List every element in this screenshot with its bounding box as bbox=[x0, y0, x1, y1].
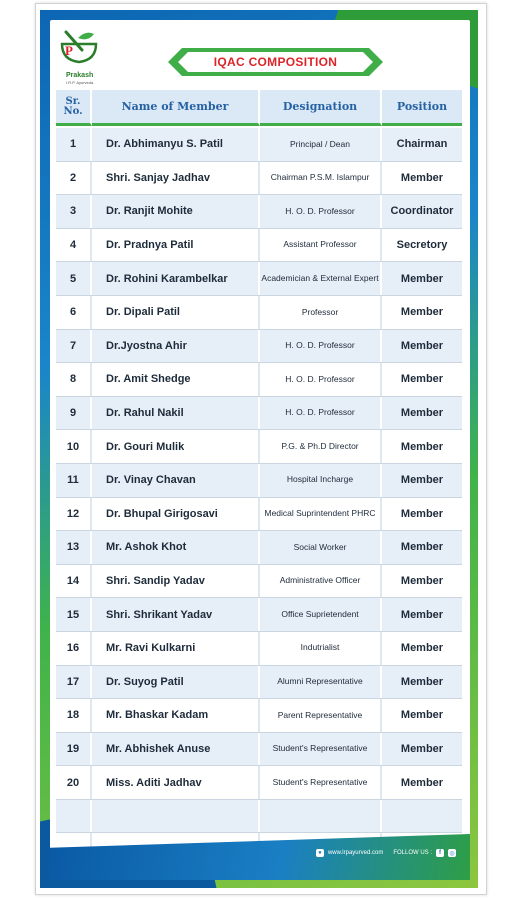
member-name-cell: Mr. Ashok Khot bbox=[92, 531, 260, 564]
sr-no-cell: 7 bbox=[56, 330, 92, 363]
sr-no-cell: 3 bbox=[56, 195, 92, 228]
sr-no-cell: 8 bbox=[56, 363, 92, 396]
position-cell: Member bbox=[400, 507, 444, 520]
member-name-cell: Dr. Rahul Nakil bbox=[92, 397, 260, 430]
position-cell: Member bbox=[400, 407, 444, 420]
member-name-cell: Dr. Amit Shedge bbox=[92, 363, 260, 396]
logo-name: Prakash bbox=[66, 72, 94, 79]
designation-cell: Indutrialist bbox=[260, 632, 382, 665]
designation-cell: H. O. D. Professor bbox=[260, 195, 382, 228]
designation-cell: Assistant Professor bbox=[260, 229, 382, 262]
follow-label: FOLLOW US : bbox=[393, 850, 432, 856]
table-row bbox=[56, 632, 462, 666]
sr-no-cell: 10 bbox=[56, 430, 92, 463]
page-title: IQAC COMPOSITION bbox=[213, 55, 338, 69]
designation-cell: Professor bbox=[260, 296, 382, 329]
designation-cell: Hospital Incharge bbox=[260, 464, 382, 497]
designation-cell: Student's Representative bbox=[260, 733, 382, 766]
position-cell: Member bbox=[400, 642, 444, 655]
instagram-icon[interactable]: ◎ bbox=[449, 850, 455, 857]
position-cell: Member bbox=[400, 541, 444, 554]
designation-cell: Administrative Officer bbox=[260, 565, 382, 598]
header-position: Position bbox=[382, 90, 462, 126]
table-row bbox=[56, 565, 462, 599]
globe-icon: ● bbox=[316, 849, 324, 857]
member-name-cell: Mr. Abhishek Anuse bbox=[92, 733, 260, 766]
table-header bbox=[56, 90, 462, 126]
header-designation: Designation bbox=[260, 90, 382, 126]
sr-no-cell: 6 bbox=[56, 296, 92, 329]
table-row bbox=[56, 195, 462, 229]
table-row bbox=[56, 733, 462, 767]
facebook-icon[interactable]: f bbox=[436, 849, 444, 857]
designation-cell: H. O. D. Professor bbox=[260, 330, 382, 363]
member-name-cell: Dr. Rohini Karambelkar bbox=[92, 262, 260, 295]
designation-cell: Social Worker bbox=[260, 531, 382, 564]
position-cell: Member bbox=[400, 608, 444, 621]
position-cell: Member bbox=[400, 306, 444, 319]
position-cell: Member bbox=[400, 709, 444, 722]
member-table bbox=[56, 128, 462, 867]
sr-no-cell: 1 bbox=[56, 128, 92, 161]
position-cell bbox=[382, 800, 462, 833]
position-cell: Member bbox=[400, 339, 444, 352]
header-sr-no: Sr. No. bbox=[56, 90, 92, 126]
table-row bbox=[56, 128, 462, 162]
table-row bbox=[56, 531, 462, 565]
position-cell: Member bbox=[400, 575, 444, 588]
sr-no-cell: 11 bbox=[56, 464, 92, 497]
sr-no-cell bbox=[56, 800, 92, 833]
table-row bbox=[56, 766, 462, 800]
sr-no-cell: 17 bbox=[56, 666, 92, 699]
member-name-cell: Dr. Vinay Chavan bbox=[92, 464, 260, 497]
designation-cell: Student's Representative bbox=[260, 766, 382, 799]
mortar-pestle-icon bbox=[56, 26, 102, 72]
member-name-cell: Shri. Sanjay Jadhav bbox=[92, 162, 260, 195]
designation-cell: Parent Representative bbox=[260, 699, 382, 732]
sr-no-cell: 12 bbox=[56, 498, 92, 531]
composition-card bbox=[50, 20, 470, 880]
table-row bbox=[56, 800, 462, 834]
table-row bbox=[56, 229, 462, 263]
designation-cell: Chairman P.S.M. Islampur bbox=[260, 162, 382, 195]
sr-no-cell: 13 bbox=[56, 531, 92, 564]
table-row bbox=[56, 598, 462, 632]
sr-no-cell: 15 bbox=[56, 598, 92, 631]
position-cell: Member bbox=[400, 171, 444, 184]
member-name-cell: Dr. Abhimanyu S. Patil bbox=[92, 128, 260, 161]
member-name-cell: Dr. Ranjit Mohite bbox=[92, 195, 260, 228]
position-cell: Member bbox=[400, 440, 444, 453]
position-cell: Member bbox=[400, 776, 444, 789]
member-name-cell: Dr. Suyog Patil bbox=[92, 666, 260, 699]
sr-no-cell: 9 bbox=[56, 397, 92, 430]
table-row bbox=[56, 464, 462, 498]
sr-no-cell: 14 bbox=[56, 565, 92, 598]
sr-no-cell: 19 bbox=[56, 733, 92, 766]
designation-cell bbox=[260, 800, 382, 833]
sr-no-cell: 4 bbox=[56, 229, 92, 262]
designation-cell: P.G. & Ph.D Director bbox=[260, 430, 382, 463]
designation-cell: Alumni Representative bbox=[260, 666, 382, 699]
designation-cell: H. O. D. Professor bbox=[260, 397, 382, 430]
designation-cell: Medical Suprintendent PHRC bbox=[260, 498, 382, 531]
member-name-cell: Dr. Dipali Patil bbox=[92, 296, 260, 329]
member-name-cell: Mr. Ravi Kulkarni bbox=[92, 632, 260, 665]
sr-no-cell: 16 bbox=[56, 632, 92, 665]
designation-cell: Office Suprietendent bbox=[260, 598, 382, 631]
member-name-cell: Dr. Bhupal Girigosavi bbox=[92, 498, 260, 531]
sr-no-cell: 5 bbox=[56, 262, 92, 295]
member-name-cell: Mr. Bhaskar Kadam bbox=[92, 699, 260, 732]
member-name-cell: Dr. Pradnya Patil bbox=[92, 229, 260, 262]
table-row bbox=[56, 498, 462, 532]
member-name-cell: Shri. Sandip Yadav bbox=[92, 565, 260, 598]
member-name-cell: Dr.Jyostna Ahir bbox=[92, 330, 260, 363]
table-row bbox=[56, 162, 462, 196]
position-cell: Member bbox=[400, 742, 444, 755]
position-cell: Member bbox=[400, 373, 444, 386]
designation-cell: H. O. D. Professor bbox=[260, 363, 382, 396]
position-cell: Chairman bbox=[396, 138, 448, 151]
member-name-cell bbox=[92, 800, 260, 833]
table-row bbox=[56, 699, 462, 733]
table-row bbox=[56, 262, 462, 296]
table-row bbox=[56, 666, 462, 700]
logo-subtitle: I.R.P. Ayurveda bbox=[66, 80, 94, 85]
table-row bbox=[56, 330, 462, 364]
member-name-cell: Miss. Aditi Jadhav bbox=[92, 766, 260, 799]
title-banner bbox=[168, 46, 383, 78]
sr-no-cell: 20 bbox=[56, 766, 92, 799]
website-link[interactable]: www.lrpayurved.com bbox=[327, 850, 384, 856]
designation-cell: Academician & External Expert bbox=[260, 262, 382, 295]
member-name-cell: Shri. Shrikant Yadav bbox=[92, 598, 260, 631]
table-row bbox=[56, 296, 462, 330]
table-row bbox=[56, 363, 462, 397]
member-name-cell: Dr. Gouri Mulik bbox=[92, 430, 260, 463]
designation-cell: Principal / Dean bbox=[260, 128, 382, 161]
header-name: Name of Member bbox=[92, 90, 260, 126]
college-logo bbox=[56, 26, 102, 85]
svg-text:P: P bbox=[65, 43, 73, 58]
table-row bbox=[56, 397, 462, 431]
sr-no-cell: 18 bbox=[56, 699, 92, 732]
table-row bbox=[56, 430, 462, 464]
position-cell: Coordinator bbox=[390, 205, 454, 218]
position-cell: Member bbox=[400, 474, 444, 487]
position-cell: Secretory bbox=[396, 239, 448, 252]
position-cell: Member bbox=[400, 272, 444, 285]
position-cell: Member bbox=[400, 675, 444, 688]
sr-no-cell: 2 bbox=[56, 162, 92, 195]
footer bbox=[316, 846, 456, 860]
